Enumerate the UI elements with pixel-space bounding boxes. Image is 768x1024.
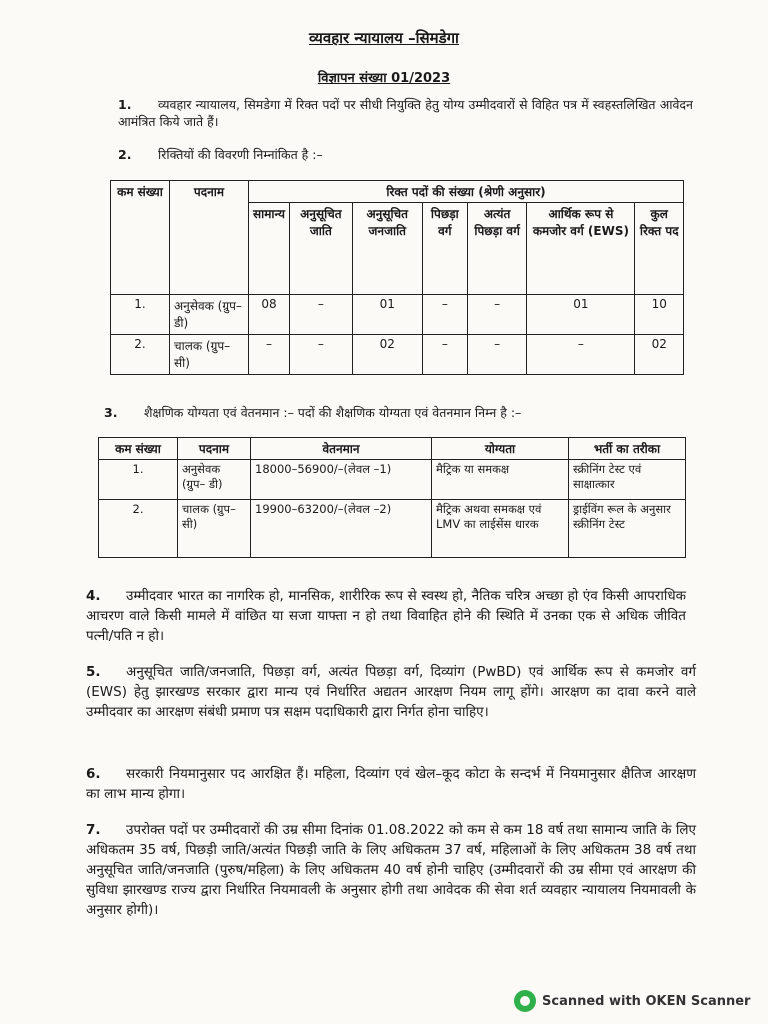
paragraph-5-text: अनुसूचित जाति/जनजाति, पिछड़ा वर्ग, अत्यंत पिछड़ा वर्ग, दिव्यांग (PwBD) एवं आर्थिक रूप से कमजोर वर्ग (EWS) हेतु झारखण्ड सरकार द्वारा मान्य एवं निर्धारित अद्यतन आरक्षण नियम लागू होंगे। आरक्षण का दावा करने वाले उम्मीदवार का आरक्षण संबंधी प्रमाण पत्र सक्षम पदाधिकारी द्वारा निर्गत होना चाहिए।	[86, 664, 696, 720]
scanner-text: Scanned with OKEN Scanner	[542, 993, 751, 1009]
vacancy-cell-ews: –	[527, 335, 635, 375]
qual-cell-sn: 2.	[99, 500, 178, 558]
qual-cell-qualification: मैट्रिक या समकक्ष	[432, 460, 569, 500]
vacancy-header-ebc: अत्यंत पिछड़ा वर्ग	[467, 203, 526, 295]
paragraph-6	[86, 764, 696, 804]
vacancy-table	[110, 180, 684, 375]
document-title: व्यवहार न्यायालय –सिमडेगा	[309, 29, 459, 47]
vacancy-cell-sc: –	[290, 295, 353, 335]
qual-cell-post: अनुसेवक (ग्रुप– डी)	[178, 460, 251, 500]
qual-cell-pay: 18000–56900/–(लेवल –1)	[251, 460, 432, 500]
notice-number: विज्ञापन संख्या 01/2023	[317, 71, 451, 86]
paragraph-4	[86, 586, 686, 646]
vacancy-cell-sn: 1.	[111, 295, 170, 335]
vacancy-header-st: अनुसूचित जनजाति	[352, 203, 422, 295]
paragraph-2-text: रिक्तियों की विवरणी निम्नांकित है :–	[158, 147, 323, 162]
table-row	[111, 335, 684, 375]
paragraph-2-number: 2.	[118, 147, 132, 162]
vacancy-cell-ews: 01	[527, 295, 635, 335]
vacancy-header-group: रिक्त पदों की संख्या (श्रेणी अनुसार)	[249, 181, 684, 203]
table-row	[111, 295, 684, 335]
paragraph-3-number: 3.	[104, 405, 118, 420]
paragraph-6-text: सरकारी नियमानुसार पद आरक्षित हैं। महिला, दिव्यांग एवं खेल–कूद कोटा के सन्दर्भ में नियमानुसार क्षैतिज आरक्षण का लाभ मान्य होगा।	[86, 766, 696, 802]
oken-scanner-logo-icon	[514, 990, 536, 1012]
vacancy-header-total: कुल रिक्त पद	[635, 203, 684, 295]
vacancy-cell-post: चालक (ग्रुप–सी)	[170, 335, 249, 375]
vacancy-header-bc: पिछड़ा वर्ग	[422, 203, 467, 295]
qual-cell-method: ड्राईविंग रूल के अनुसार स्क्रीनिंग टेस्ट	[569, 500, 686, 558]
qual-cell-post: चालक (ग्रुप– सी)	[178, 500, 251, 558]
paragraph-1	[118, 96, 693, 130]
scanner-watermark	[514, 990, 750, 1012]
vacancy-header-post: पदनाम	[170, 181, 249, 295]
qual-cell-pay: 19900–63200/–(लेवल –2)	[251, 500, 432, 558]
paragraph-3	[104, 404, 704, 421]
qual-header-method: भर्ती का तरीका	[569, 438, 686, 460]
qual-header-serial: कम संख्या	[99, 438, 178, 460]
table-row	[99, 460, 686, 500]
paragraph-7-text: उपरोक्त पदों पर उम्मीदवारों की उम्र सीमा दिनांक 01.08.2022 को कम से कम 18 वर्ष तथा सामान्य जाति के लिए अधिकतम 35 वर्ष, पिछड़ी जाति/अत्यंत पिछड़ी जाति के लिए अधिकतम 37 वर्ष, महिलाओं के लिए अधिकतम 38 वर्ष तथा अनुसूचित जाति/जनजाति (पुरुष/महिला) के लिए अधिकतम 40 वर्ष होनी चाहिए (उम्मीदवारों की उम्र सीमा एवं आरक्षण की सुविधा झारखण्ड राज्य द्वारा निर्धारित नियमावली के अनुसार होगी तथा आवेदक की सेवा शर्त व्यवहार न्यायालय नियमावली के अनुसार होगी)।	[86, 822, 696, 918]
qual-cell-qualification: मैट्रिक अथवा समकक्ष एवं LMV का लाईसेंस धारक	[432, 500, 569, 558]
vacancy-cell-sn: 2.	[111, 335, 170, 375]
vacancy-cell-ebc: –	[467, 295, 526, 335]
vacancy-header-ews: आर्थिक रूप से कमजोर वर्ग (EWS)	[527, 203, 635, 295]
paragraph-5-number: 5.	[86, 664, 101, 680]
qual-cell-method: स्क्रीनिंग टेस्ट एवं साक्षात्कार	[569, 460, 686, 500]
table-row	[99, 500, 686, 558]
paragraph-2	[118, 146, 693, 163]
vacancy-cell-st: 01	[352, 295, 422, 335]
paragraph-3-text: शैक्षणिक योग्यता एवं वेतनमान :– पदों की शैक्षणिक योग्यता एवं वेतनमान निम्न है :–	[144, 405, 522, 420]
paragraph-1-text: व्यवहार न्यायालय, सिमडेगा में रिक्त पदों पर सीधी नियुक्ति हेतु योग्य उम्मीदवारों से विहित पत्र में स्वहस्तलिखित आवेदन आमंत्रित किये जाते हैं।	[118, 97, 693, 129]
paragraph-6-number: 6.	[86, 766, 101, 782]
vacancy-cell-post: अनुसेवक (ग्रुप–डी)	[170, 295, 249, 335]
vacancy-cell-st: 02	[352, 335, 422, 375]
vacancy-cell-bc: –	[422, 335, 467, 375]
vacancy-cell-total: 02	[635, 335, 684, 375]
vacancy-header-sc: अनुसूचित जाति	[290, 203, 353, 295]
vacancy-cell-sc: –	[290, 335, 353, 375]
vacancy-cell-bc: –	[422, 295, 467, 335]
vacancy-header-general: सामान्य	[249, 203, 290, 295]
qualification-table	[98, 437, 686, 558]
qual-header-pay: वेतनमान	[251, 438, 432, 460]
paragraph-7-number: 7.	[86, 822, 101, 838]
qual-cell-sn: 1.	[99, 460, 178, 500]
qual-header-qualification: योग्यता	[432, 438, 569, 460]
vacancy-header-serial: कम संख्या	[111, 181, 170, 295]
qual-header-post: पदनाम	[178, 438, 251, 460]
vacancy-cell-total: 10	[635, 295, 684, 335]
vacancy-cell-ebc: –	[467, 335, 526, 375]
paragraph-4-number: 4.	[86, 588, 101, 604]
paragraph-1-number: 1.	[118, 97, 132, 112]
paragraph-7	[86, 820, 696, 920]
vacancy-cell-general: –	[249, 335, 290, 375]
paragraph-4-text: उम्मीदवार भारत का नागरिक हो, मानसिक, शारीरिक रूप से स्वस्थ हो, नैतिक चरित्र अच्छा हो एंव किसी आपराधिक आचरण वाले किसी मामले में वांछित या सजा याफ्ता न हो तथा विवाहित होने की स्थिति में उनका एक से अधिक जीवित पत्नी/पति न हो।	[86, 588, 686, 644]
vacancy-cell-general: 08	[249, 295, 290, 335]
paragraph-5	[86, 662, 696, 722]
